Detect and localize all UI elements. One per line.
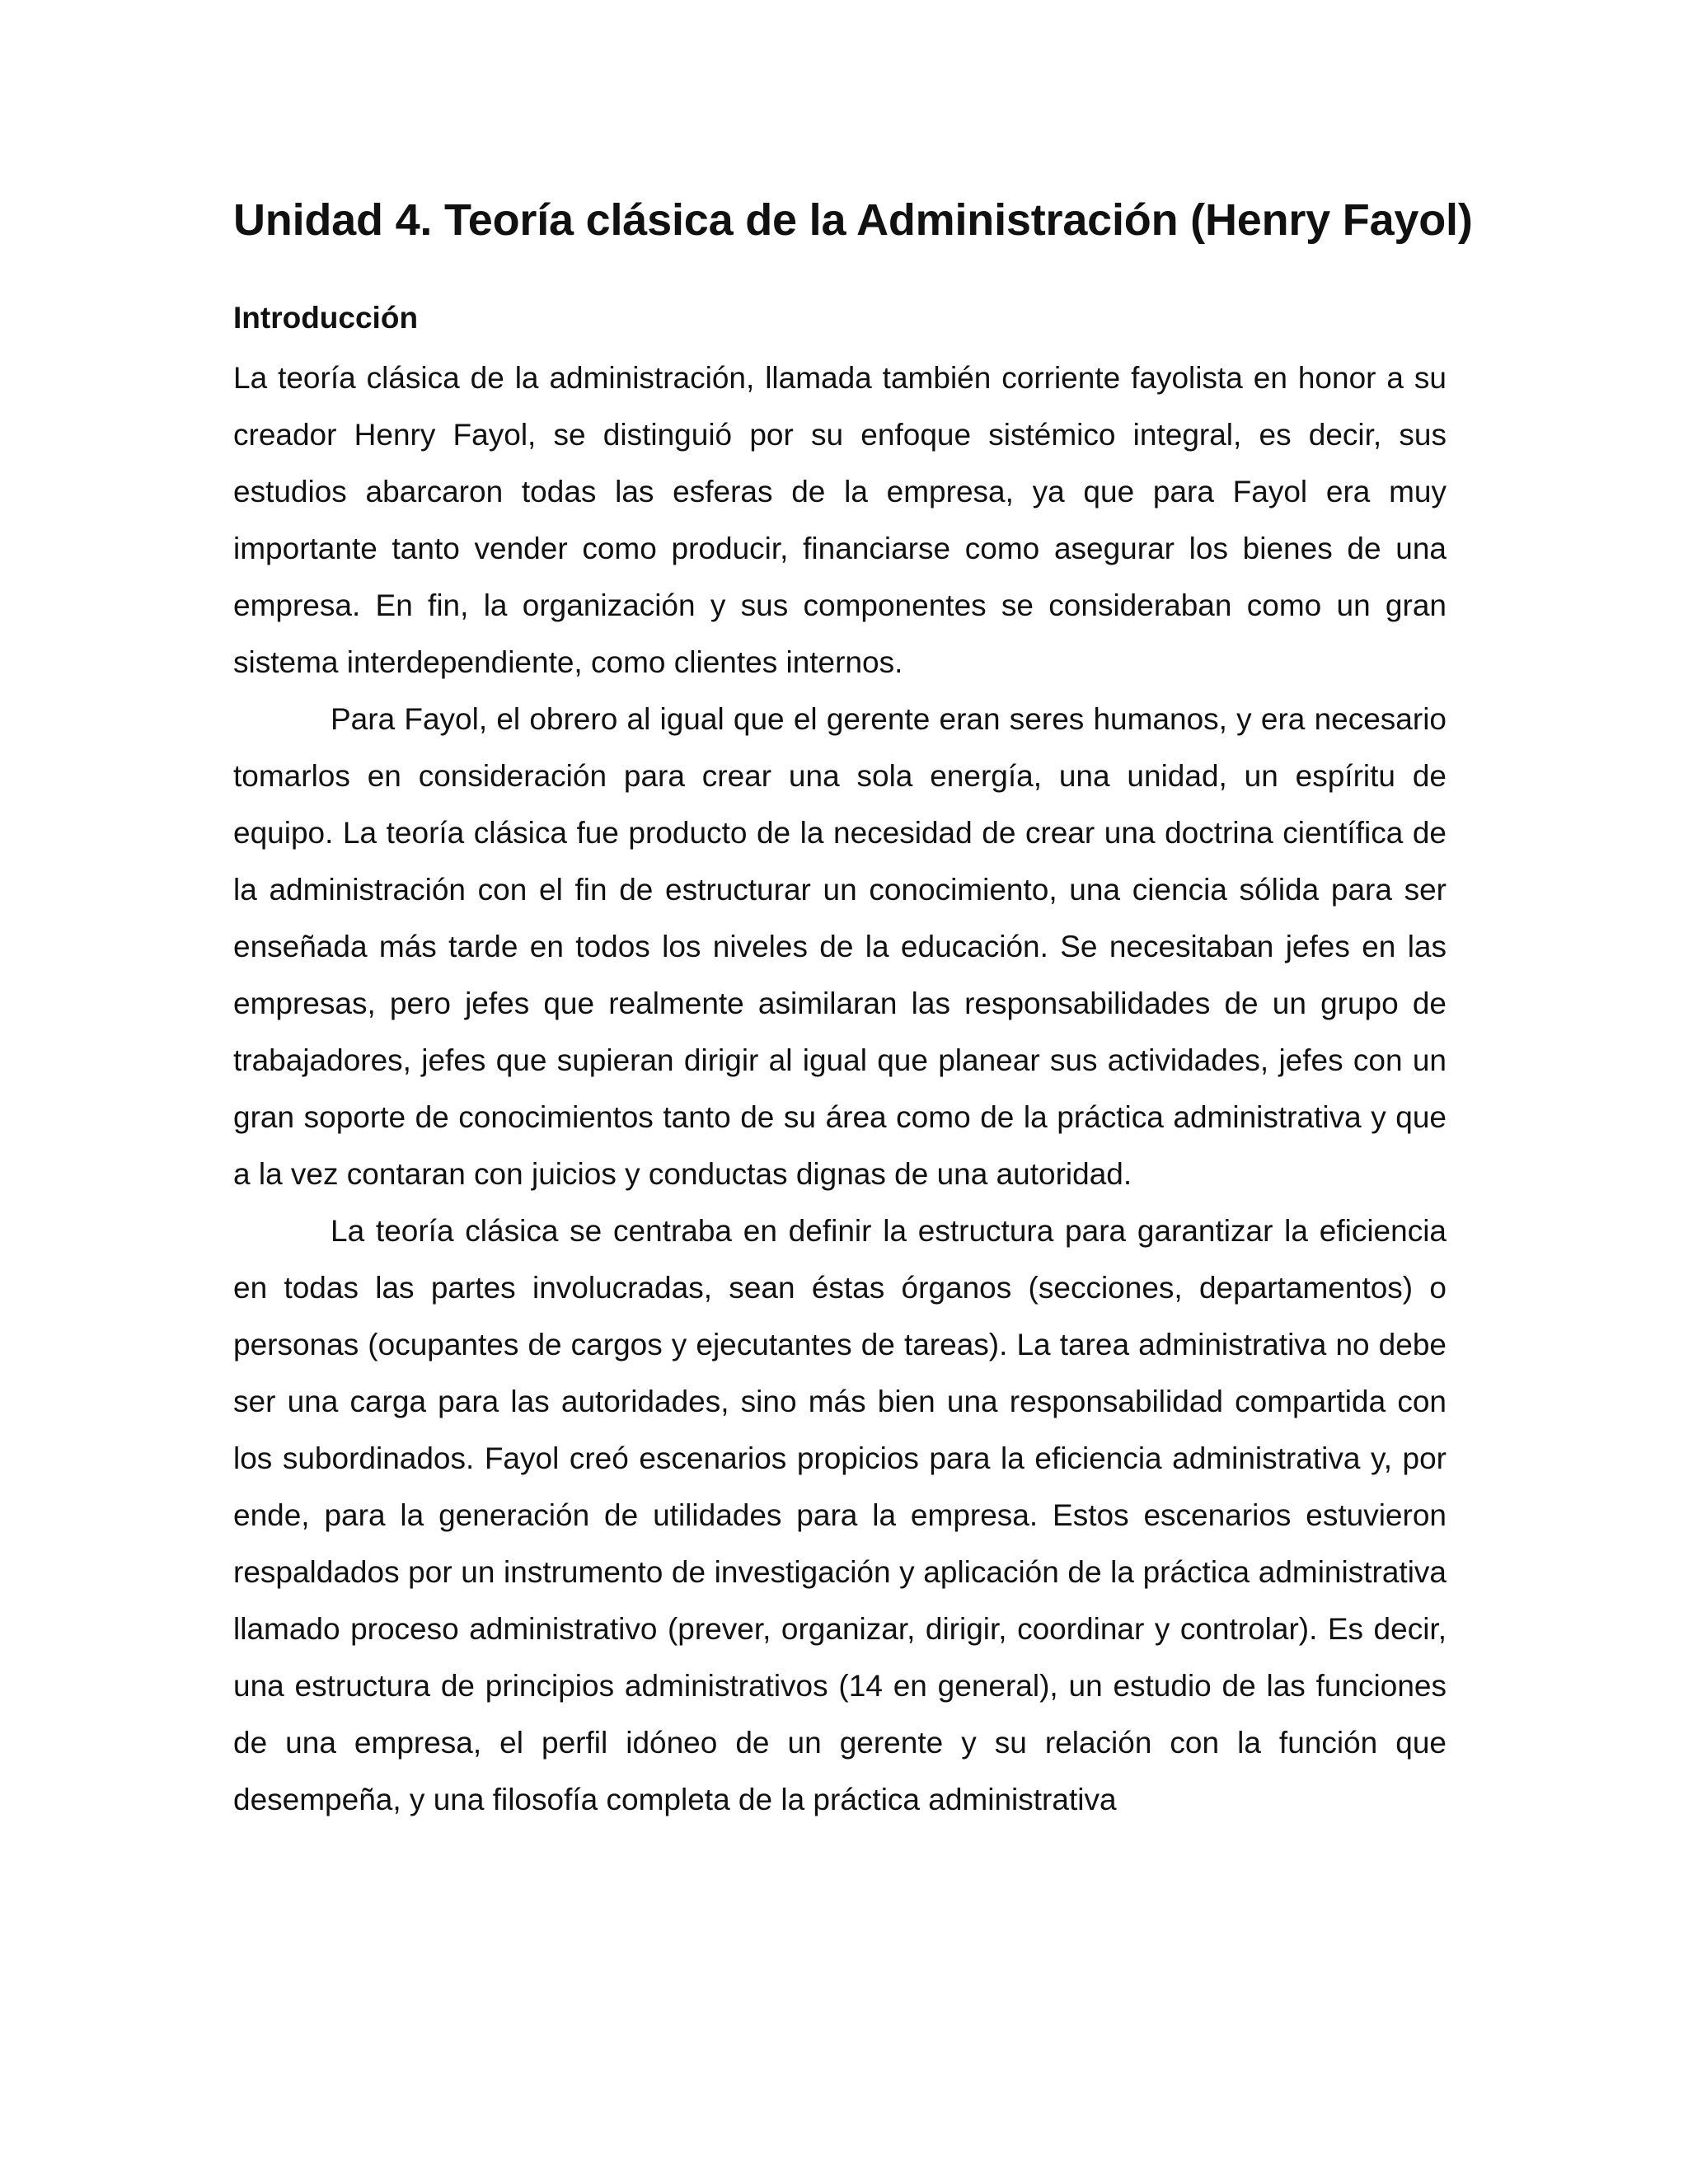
document-title: Unidad 4. Teoría clásica de la Administración (Henry Fayol): [233, 195, 1473, 245]
paragraph-1: La teoría clásica de la administración, llamada también corriente fayolista en honor a su creador Henry Fayol, se distinguió por su enfoque sistémico integral, es decir, sus estudios abarcaron todas las esferas de la empresa, ya que para Fayol era muy importante tanto vender como producir, financiarse como asegurar los bienes de una empresa. En fin, la organización y sus componentes se consideraban como un gran sistema interdependiente, como clientes internos.: [233, 361, 1447, 679]
section-heading-introduccion: Introducción: [233, 301, 419, 335]
document-page: [233, 190, 1473, 1828]
paragraph-2: Para Fayol, el obrero al igual que el gerente eran seres humanos, y era necesario tomarlos en consideración para crear una sola energía, una unidad, un espíritu de equipo. La teoría clásica fue producto de la necesidad de crear una doctrina científica de la administración con el fin de estructurar un conocimiento, una ciencia sólida para ser enseñada más tarde en todos los niveles de la educación. Se necesitaban jefes en las empresas, pero jefes que realmente asimilaran las responsabilidades de un grupo de trabajadores, jefes que supieran dirigir al igual que planear sus actividades, jefes con un gran soporte de conocimientos tanto de su área como de la práctica administrativa y que a la vez contaran con juicios y conductas dignas de una autoridad.: [233, 702, 1447, 1191]
paragraph-3: La teoría clásica se centraba en definir la estructura para garantizar la eficiencia en todas las partes involucradas, sean éstas órganos (secciones, departamentos) o personas (ocupantes de cargos y ejecutantes de tareas). La tarea administrativa no debe ser una carga para las autoridades, sino más bien una responsabilidad compartida con los subordinados. Fayol creó escenarios propicios para la eficiencia administrativa y, por ende, para la generación de utilidades para la empresa. Estos escenarios estuvieron respaldados por un instrumento de investigación y aplicación de la práctica administrativa llamado proceso administrativo (prever, organizar, dirigir, coordinar y controlar). Es decir, una estructura de principios administrativos (14 en general), un estudio de las funciones de una empresa, el perfil idóneo de un gerente y su relación con la función que desempeña, y una filosofía completa de la práctica administrativa: [233, 1214, 1447, 1816]
